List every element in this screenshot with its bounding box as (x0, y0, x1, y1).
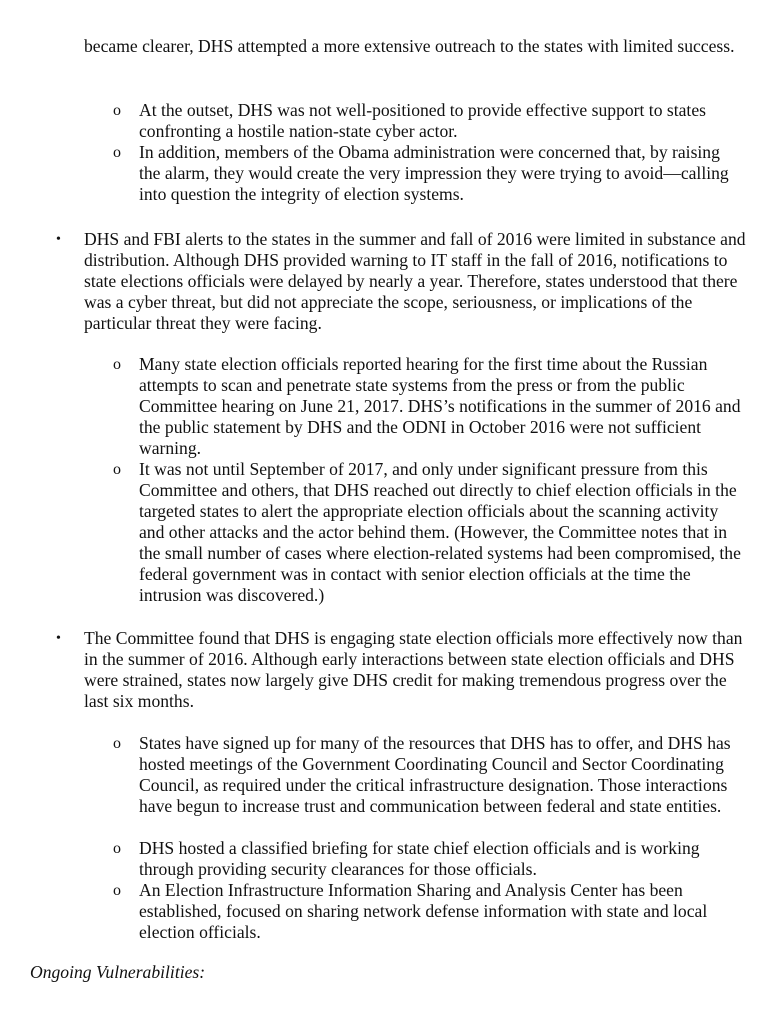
sub-bullet-marker: o (113, 102, 121, 119)
sub-bullet-text: It was not until September of 2017, and only under significant pressure from this Committee and others, that DHS reached out directly to chief election officials in the targeted states to alert the appropriate election officials about the scanning activity and other attacks and the actor behind them. (However, the Committee notes that in the small number of cases where election-related systems had been compromised, the federal government was in contact with senior election officials at the time the intrusion was discovered.) (139, 459, 741, 605)
sub-bullet-marker: o (113, 144, 121, 161)
sub-bullet-item (113, 880, 745, 943)
sub-bullet-text: An Election Infrastructure Information Sharing and Analysis Center has been established, focused on sharing network defense information with state and local election officials. (139, 880, 708, 942)
sub-bullet-item (113, 459, 745, 606)
sub-bullet-marker: o (113, 840, 121, 857)
sub-bullet-item (113, 733, 745, 817)
sub-bullet-text: At the outset, DHS was not well-positioned to provide effective support to states confronting a hostile nation-state cyber actor. (139, 100, 706, 141)
bullet-item (56, 229, 750, 334)
sub-bullet-item (113, 354, 745, 459)
sub-bullet-text: DHS hosted a classified briefing for state chief election officials and is working through providing security clearances for those officials. (139, 838, 700, 879)
sub-bullet-marker: o (113, 356, 121, 373)
sub-bullet-item (113, 100, 745, 142)
sub-bullet-text: In addition, members of the Obama administration were concerned that, by raising the alarm, they would create the very impression they were trying to avoid—calling into question the integrity of election systems. (139, 142, 729, 204)
sub-bullet-marker: o (113, 461, 121, 478)
section-heading: Ongoing Vulnerabilities: (30, 962, 206, 982)
sub-bullet-marker: o (113, 735, 121, 752)
sub-bullet-item (113, 838, 745, 880)
sub-bullet-text: States have signed up for many of the resources that DHS has to offer, and DHS has hosted meetings of the Government Coordinating Council and Sector Coordinating Council, as required under the critical infrastructure designation. Those interactions have begun to increase trust and communication between federal and state entities. (139, 733, 731, 816)
bullet-marker: • (56, 631, 61, 646)
bullet-item (56, 628, 750, 712)
sub-bullet-text: Many state election officials reported hearing for the first time about the Russian attempts to scan and penetrate state systems from the press or from the public Committee hearing on June 21, 2017. DHS’s notifications in the summer of 2016 and the public statement by DHS and the ODNI in October 2016 were not sufficient warning. (139, 354, 741, 458)
continuation-paragraph: became clearer, DHS attempted a more extensive outreach to the states with limited success. (84, 36, 735, 56)
sub-bullet-marker: o (113, 882, 121, 899)
sub-bullet-item (113, 142, 745, 205)
bullet-text: The Committee found that DHS is engaging state election officials more effectively now than in the summer of 2016. Although early interactions between state election officials and DHS were strained, states now largely give DHS credit for making tremendous progress over the last six months. (84, 628, 743, 711)
bullet-text: DHS and FBI alerts to the states in the summer and fall of 2016 were limited in substance and distribution. Although DHS provided warning to IT staff in the fall of 2016, notifications to state elections officials were delayed by nearly a year. Therefore, states understood that there was a cyber threat, but did not appreciate the scope, seriousness, or implications of the particular threat they were facing. (84, 229, 746, 333)
bullet-marker: • (56, 232, 61, 247)
